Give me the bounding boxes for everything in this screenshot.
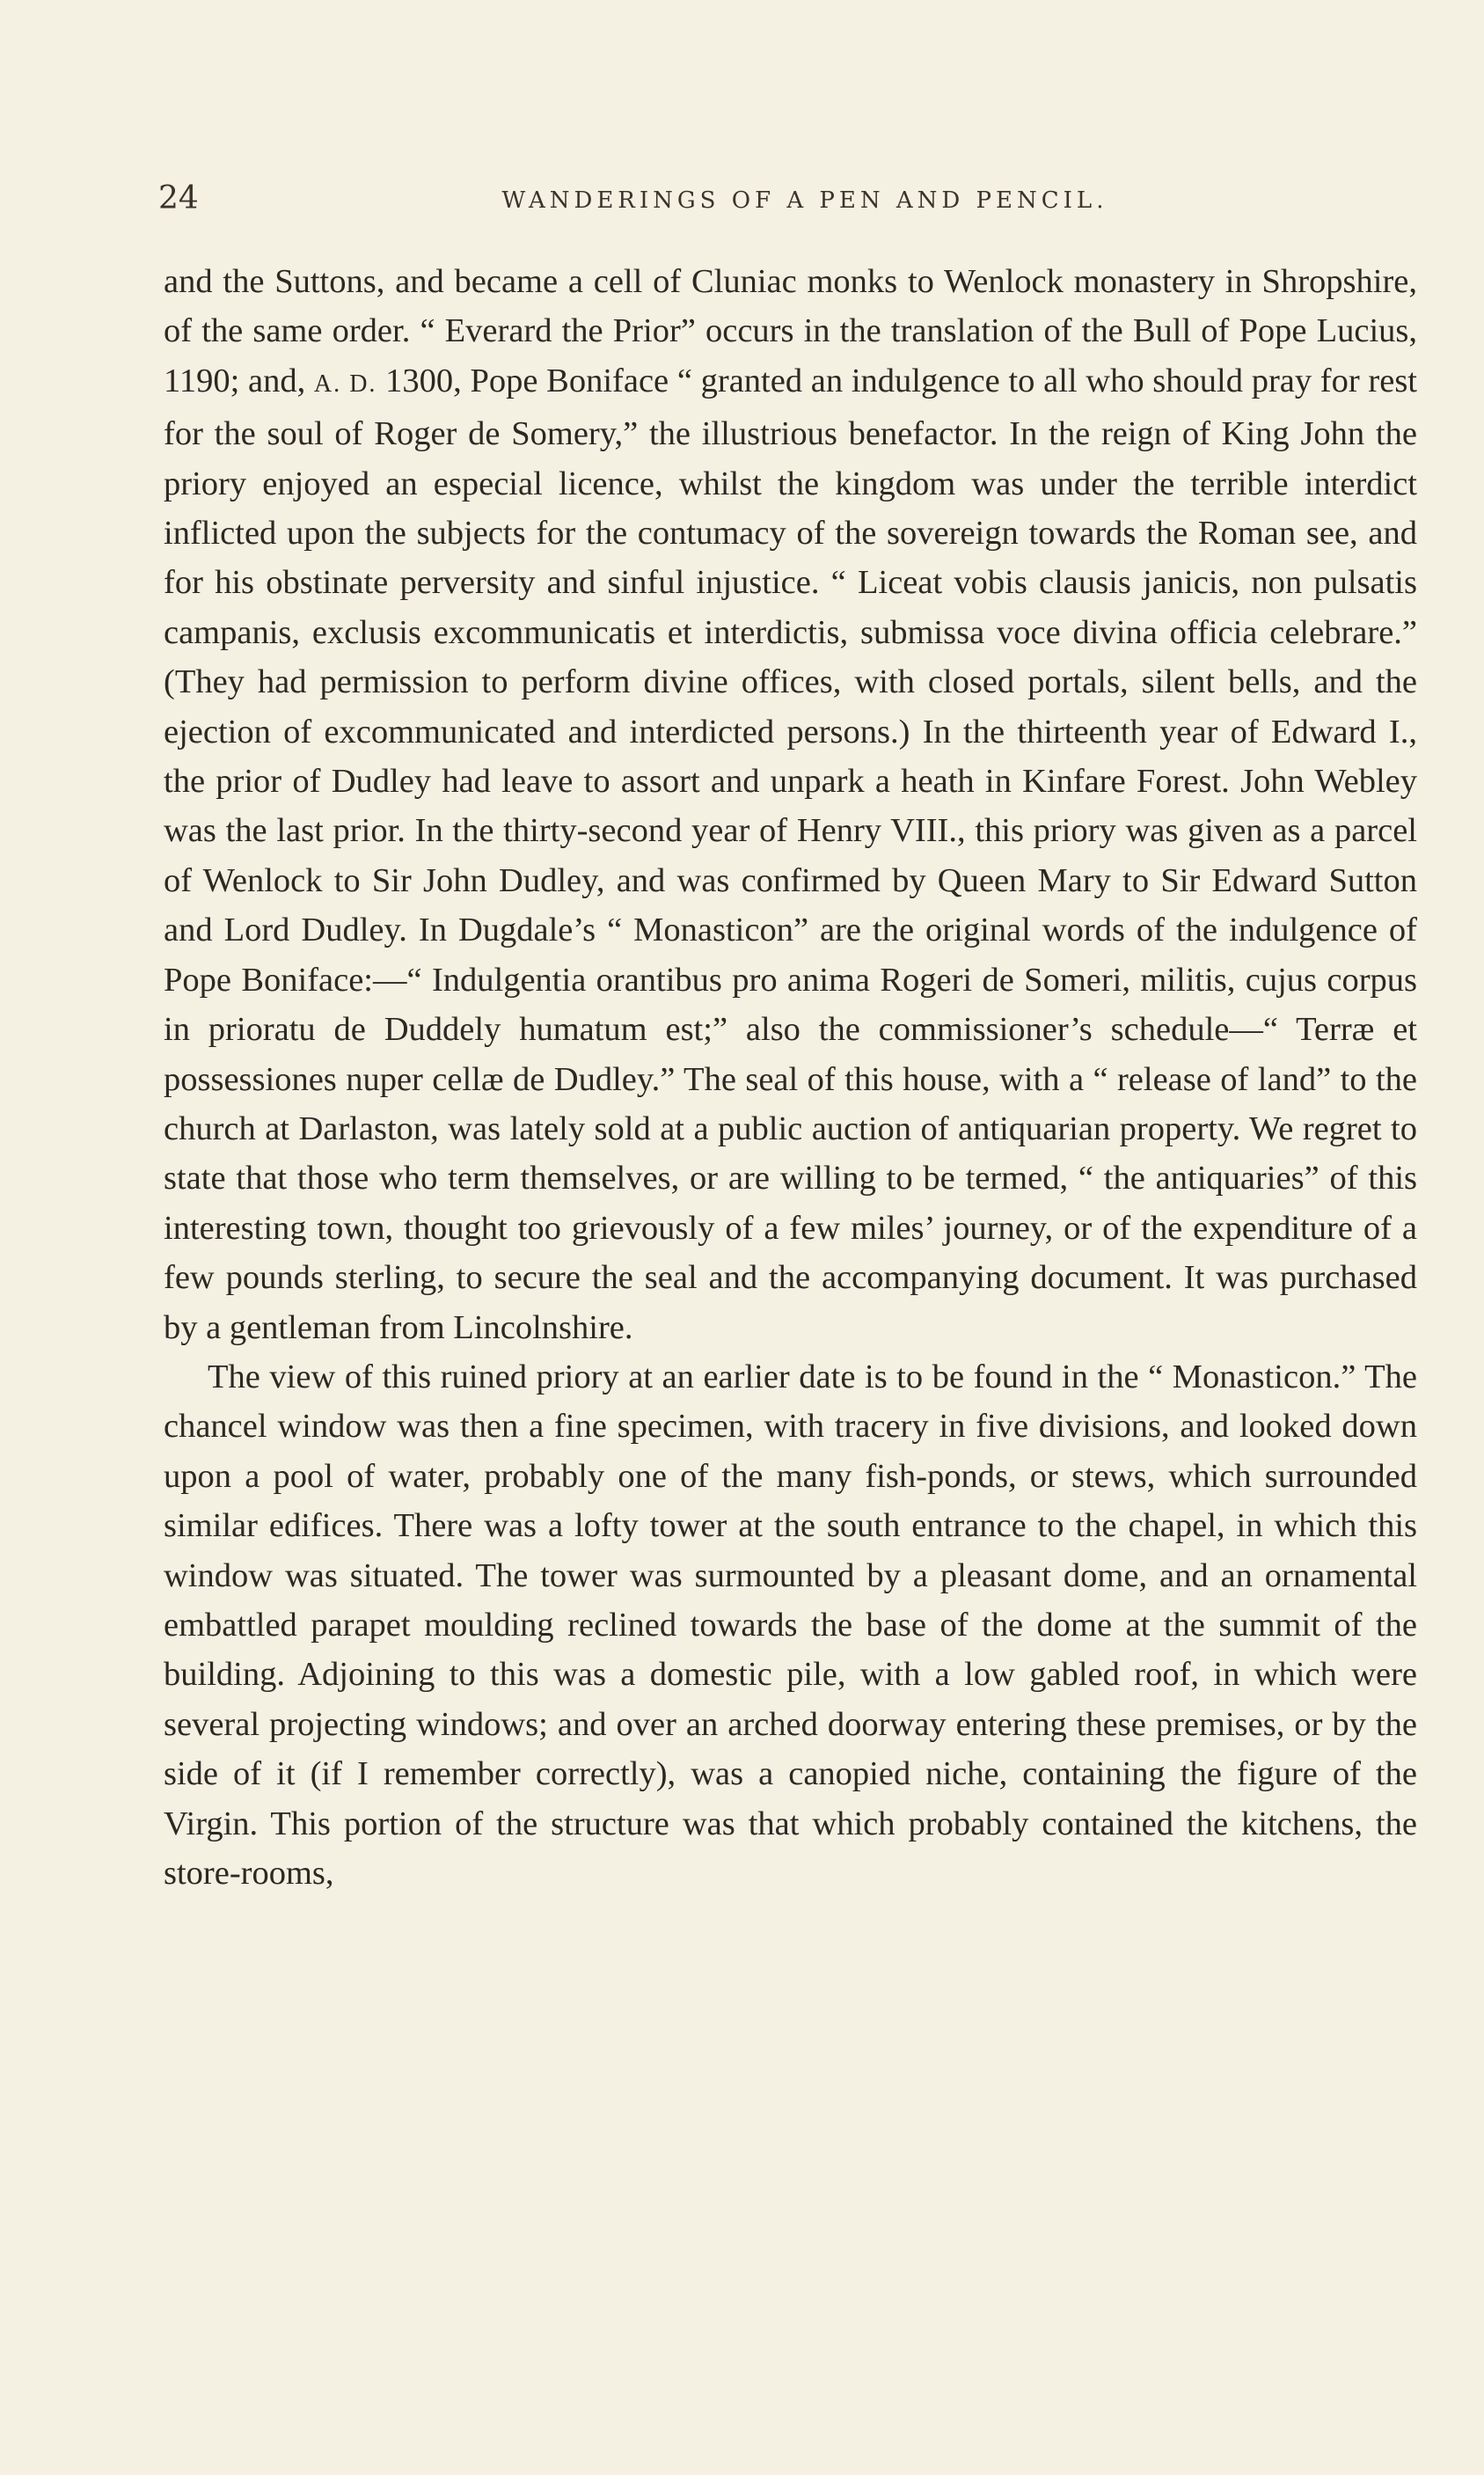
paragraph-1-text-a: and the Suttons, and became a cell of Cluniac monks to Wenlock monastery in Shropshire, of the same order. “ Everard the Prior” occurs in the translation of the Bull of Pope Lucius, 1190; and, (164, 263, 1417, 399)
running-head (158, 180, 1416, 233)
paragraph-2: The view of this ruined priory at an earlier date is to be found in the “ Monasticon.” The chancel window was then a fine specimen, with tracery in five divisions, and looked down upon a pool of water, probably one of the many fish-ponds, or stews, which surrounded similar edifices. There was a lofty tower at the south entrance to the chapel, in which this window was situated. The tower was surmounted by a pleasant dome, and an ornamental embattled parapet moulding reclined towards the base of the dome at the summit of the building. Adjoining to this was a domestic pile, with a low gabled roof, in which were several projecting windows; and over an arched doorway entering these premises, or by the side of it (if I remember correctly), was a canopied niche, containing the figure of the Virgin. This portion of the structure was that which probably contained the kitchens, the store-rooms, (164, 1358, 1417, 1892)
body-text (164, 257, 1417, 1898)
running-title: WANDERINGS OF A PEN AND PENCIL. (501, 187, 1108, 214)
paragraph-1-text-b: 1300, Pope Boniface “ granted an indulgence to all who should pray for rest for the soul of Roger de Somery,” the illustrious benefactor. In the reign of King John the priory enjoyed an especial licence, whilst the kingdom was under the terrible interdict inflicted upon the subjects for the contumacy of the sovereign towards the Roman see, and for his obstinate perversity and sinful injustice. “ Liceat vobis clausis janicis, non pulsatis campanis, exclusis excommunicatis et interdictis, submissa voce divina officia celebrare.” (They had permission to perform divine offices, with closed portals, silent bells, and the ejection of excommunicated and interdicted persons.) In the thirteenth year of Edward I., the prior of Dudley had leave to assort and unpark a heath in Kinfare Forest. John Webley was the last prior. In the thirty-second year of Henry VIII., this priory was given as a parcel of Wenlock to Sir John Dudley, and was confirmed by Queen Mary to Sir Edward Sutton and Lord Dudley. In Dugdale’s “ Monasticon” are the original words of the indulgence of Pope Boniface:—“ Indulgentia orantibus pro anima Rogeri de Someri, militis, cujus corpus in prioratu de Duddely humatum est;” also the commissioner’s schedule—“ Terræ et possessiones nuper cellæ de Dudley.” The seal of this house, with a “ release of land” to the church at Darlaston, was lately sold at a public auction of antiquarian property. We regret to state that those who term themselves, or are willing to be termed, “ the antiquaries” of this interesting town, thought too grievously of a few miles’ journey, or of the expenditure of a few pounds sterling, to secure the seal and the accompanying document. It was purchased by a gentleman from Lincolnshire. (164, 362, 1417, 1346)
paragraph-1 (164, 257, 1417, 1352)
page-number: 24 (158, 180, 199, 216)
anno-domini: A. D. (313, 370, 377, 398)
